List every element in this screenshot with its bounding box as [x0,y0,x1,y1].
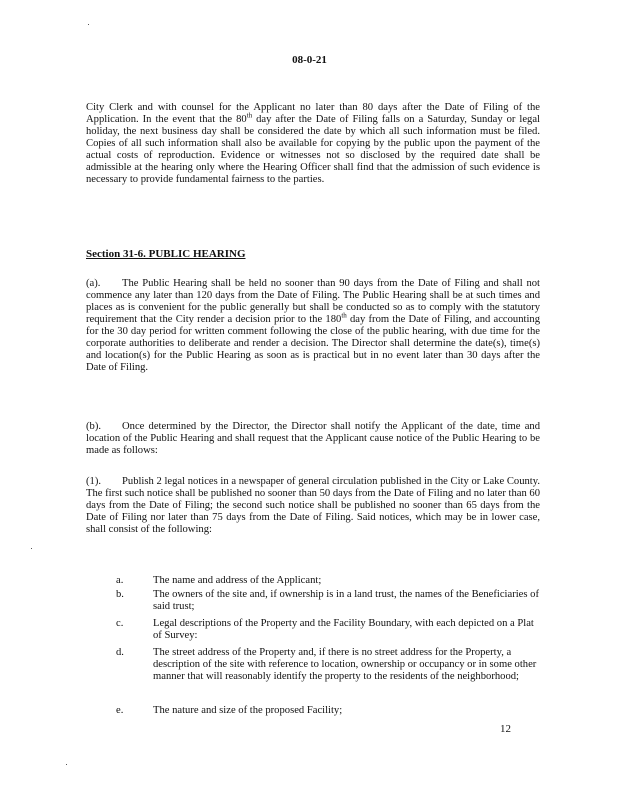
section-heading: Section 31-6. PUBLIC HEARING [86,248,246,260]
list-item-text: The street address of the Property and, if there is no street address for the Property, a description of the site with reference to location, ownership or occupancy or in some other manner that will reasonably identify the property to the residents of the neighborhood; [153,647,537,682]
scan-speck [66,764,67,765]
list-item-label: a. [116,575,124,586]
list-item-text: The owners of the site and, if ownership is in a land trust, the names of the Beneficiaries of said trust; [153,589,539,612]
subsection-b-label: (b). [86,421,102,432]
list-item-label: c. [116,618,124,629]
subsection-a-text: The Public Hearing shall be held no sooner than 90 days from the Date of Filing and shall not commence any later than 120 days from the Date of Filing. The Public Hearing shall be at such times and places as is convenient for the public generally but shall be conducted so as to comply with the statutory requirement that the City render a decision prior to the 180th day from the Date of Filing, and accounting for the 30 day period for written comment following the close of the public hearing, with due time for the corporate authorities to deliberate and render a decision. The Director shall determine the date(s), time(s) and location(s) for the Public Hearing as soon as is practical but in no event later than 30 days after the Date of Filing. [86,278,541,373]
scan-speck [88,24,89,25]
list-item [116,589,540,613]
scan-speck [31,548,32,549]
list-item-label: e. [116,705,124,716]
subsection-1 [86,476,540,536]
subsection-a-label: (a). [86,278,101,289]
list-item-label: d. [116,647,124,658]
list-item-text: The nature and size of the proposed Facility; [153,705,343,716]
list-item-label: b. [116,589,124,600]
list-item-text: The name and address of the Applicant; [153,575,322,586]
list-item [116,705,540,717]
subsection-1-label: (1). [86,476,102,487]
subsection-b [86,421,540,457]
list-item-text: Legal descriptions of the Property and the Facility Boundary, with each depicted on a Plat of Survey: [153,618,534,641]
list-item [116,575,540,587]
document-header-number: 08-0-21 [292,54,327,66]
intro-paragraph: City Clerk and with counsel for the Applicant no later than 80 days after the Date of Filing of the Application. In the event that the 80th day after the Date of Filing falls on a Saturday, Sunday or legal holiday, the next business day shall be considered the date by which all such information must be filed. Copies of all such information shall also be available for copying by the public upon the payment of the actual costs of reproduction. Evidence or witnesses not so disclosed by the required date shall be admissible at the hearing only where the Hearing Officer shall find that the admission of such evidence is necessary to provide fundamental fairness to the parties. [86,102,541,185]
subsection-1-text: Publish 2 legal notices in a newspaper of general circulation published in the City or Lake County. The first such notice shall be published no sooner than 50 days from the Date of Filing and no later than 60 days from the Date of Filing; the second such notice shall be published no sooner than 65 days from the Date of Filing nor later than 75 days from the Date of Filing. Said notices, which may be in lower case, shall consist of the following: [86,476,540,535]
list-item [116,647,540,683]
subsection-b-text: Once determined by the Director, the Director shall notify the Applicant of the date, time and location of the Public Hearing and shall request that the Applicant cause notice of the Public Hearing to be made as follows: [86,421,540,456]
list-item [116,618,540,642]
page-number: 12 [500,723,511,735]
subsection-a [86,278,540,374]
